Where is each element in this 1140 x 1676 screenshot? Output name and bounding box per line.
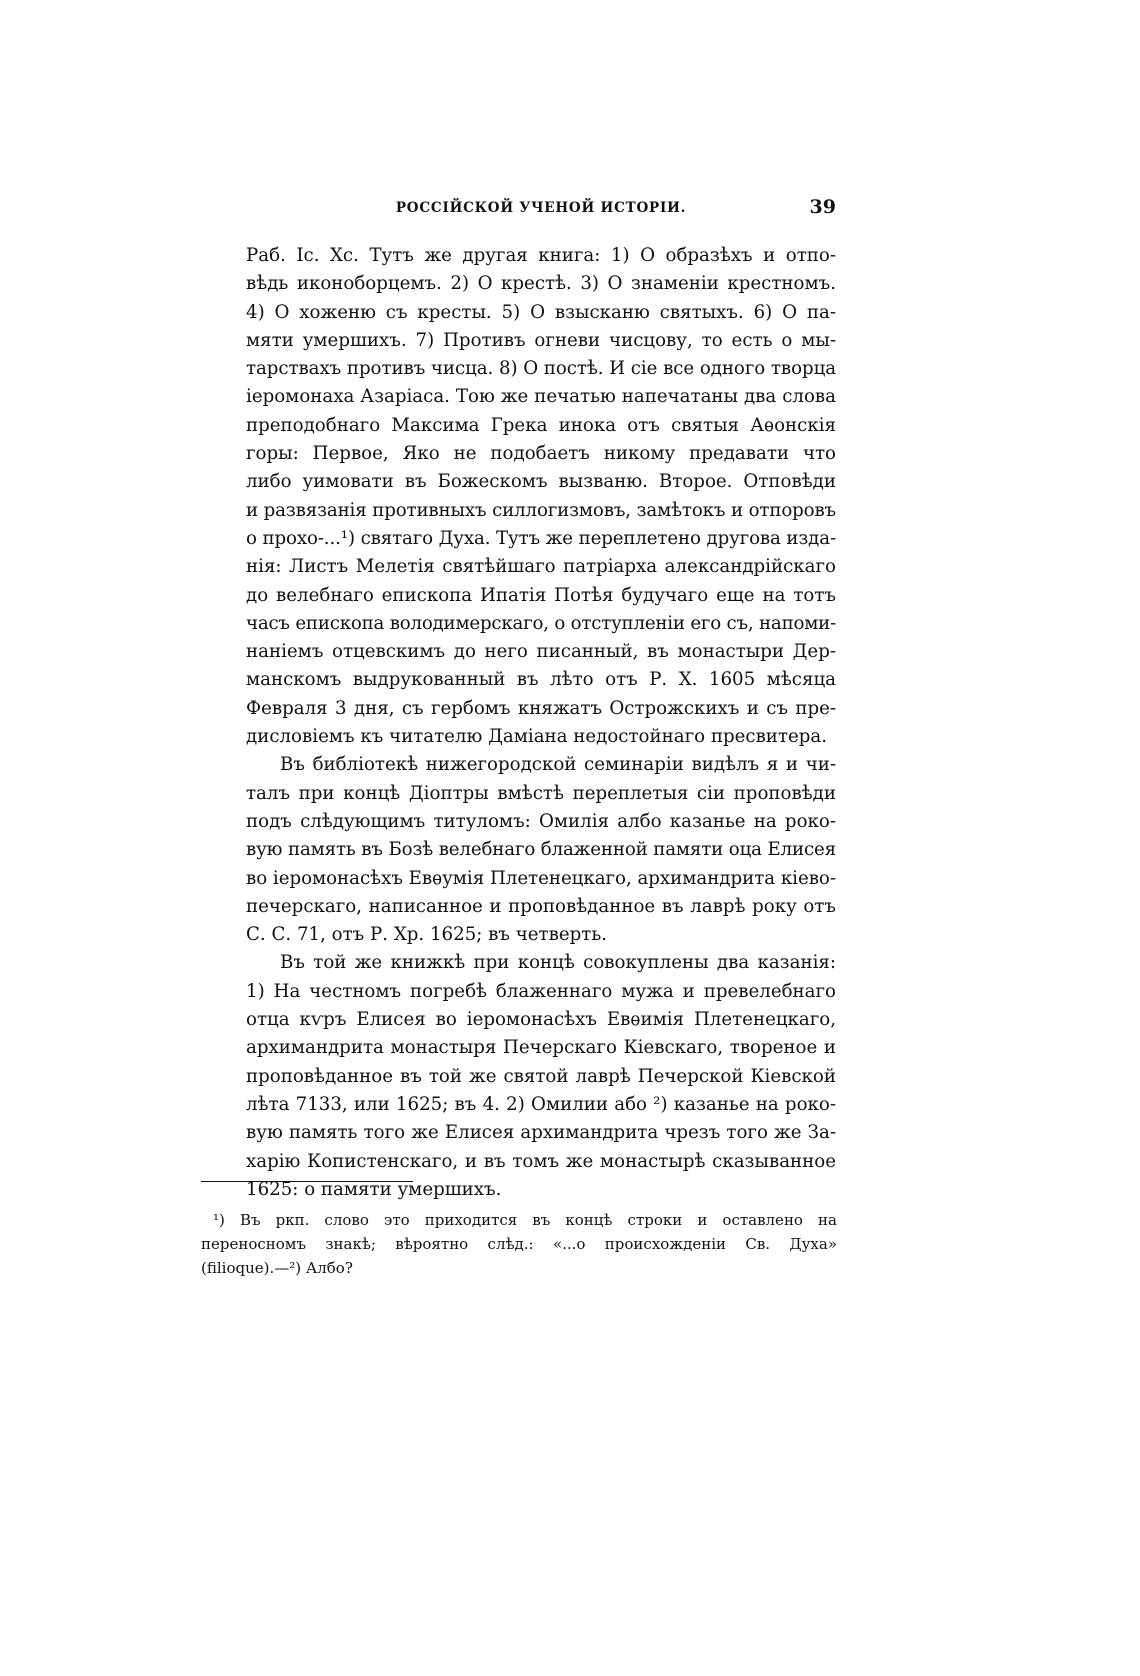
text-line: о прохо-...¹) святаго Духа. Тутъ же переплетено другова изда- xyxy=(246,527,836,549)
footnote-line: переносномъ знакѣ; вѣроятно слѣд.: «...о происхожденіи Св. Духа» xyxy=(201,1235,837,1253)
text-line: архимандрита монастыря Печерскаго Кіевскаго, твореное и xyxy=(246,1037,836,1059)
text-line: Раб. Іс. Хс. Тутъ же другая книга: 1) О образѣхъ и отпо- xyxy=(246,245,836,266)
running-title: РОССІЙСКОЙ УЧЕНОЙ ИСТОРІИ. xyxy=(395,200,687,216)
text-line: Февраля 3 дня, съ гербомъ княжатъ Острожскихъ и съ пре- xyxy=(246,697,836,719)
page-number: 39 xyxy=(809,196,836,218)
text-line: преподобнаго Максима Грека инока отъ святыя Аѳонскія xyxy=(246,414,836,436)
text-line: 1) На честномъ погребѣ блаженнаго мужа и превелебнаго xyxy=(246,980,836,1002)
text-line: мяти умершихъ. 7) Противъ огневи чисцову, то есть о мы- xyxy=(246,329,836,351)
text-line: дисловіемъ къ читателю Даміана недостойнаго пресвитера. xyxy=(246,726,828,748)
text-line: во іеромонасѣхъ Евѳумія Плетенецкаго, архимандрита кіево- xyxy=(246,867,836,889)
text-line: либо уимовати въ Божескомъ вызваню. Второе. Отповѣди xyxy=(246,471,836,493)
text-line: 4) О хоженю съ кресты. 5) О взысканю святыхъ. 6) О па- xyxy=(246,301,836,323)
text-line: до велебнаго епископа Ипатія Потѣя будучаго еще на тотъ xyxy=(246,584,836,606)
footnote-line: ¹) Въ ркп. слово это приходится въ концѣ строки и оставлено на xyxy=(213,1211,837,1229)
text-line: и развязанія противныхъ силлогизмовъ, замѣтокъ и отпоровъ xyxy=(246,499,836,521)
text-line: харію Копистенскаго, и въ томъ же монастырѣ сказыванное xyxy=(246,1150,836,1172)
body-text xyxy=(246,242,836,1204)
text-line: лѣта 7133, или 1625; въ 4. 2) Омилии або ²) казанье на роко- xyxy=(246,1093,836,1115)
text-line: талъ при концѣ Діоптры вмѣстѣ переплетыя сіи проповѣди xyxy=(246,782,836,804)
text-line: вую память того же Елисея архимандрита чрезъ того же За- xyxy=(246,1122,836,1144)
text-line: наніемъ отцевскимъ до него писанный, въ монастыри Дер- xyxy=(246,641,836,663)
text-line: подъ слѣдующимъ титуломъ: Омилія албо казанье на роко- xyxy=(246,810,836,832)
text-line: Въ библіотекѣ нижегородской семинаріи видѣлъ я и чи- xyxy=(280,754,836,776)
footnote-line: (filioque).—²) Албо? xyxy=(201,1259,353,1277)
text-line: печерскаго, написанное и проповѣданное въ лаврѣ року отъ xyxy=(246,895,836,917)
text-line: вую память въ Бозѣ велебнаго блаженной памяти оца Елисея xyxy=(246,839,836,861)
running-head xyxy=(246,196,836,230)
text-line: манскомъ выдрукованный въ лѣто отъ Р. Х. 1605 мѣсяца xyxy=(246,669,836,691)
text-line: іеромонаха Азаріаса. Тою же печатью напечатаны два слова xyxy=(246,386,836,408)
text-line: 1625: о памяти умершихъ. xyxy=(246,1178,502,1200)
text-line: нія: Листъ Мелетія святѣйшаго патріарха александрійскаго xyxy=(246,556,836,578)
text-line: вѣдь иконоборцемъ. 2) О крестѣ. 3) О знаменіи крестномъ. xyxy=(246,273,836,295)
text-line: Въ той же книжкѣ при концѣ совокуплены два казанія: xyxy=(280,952,836,974)
footnotes xyxy=(201,1208,837,1280)
footnote-rule xyxy=(201,1181,413,1182)
text-line: горы: Первое, Яко не подобаетъ никому предавати что xyxy=(246,443,836,465)
text-line: тарствахъ противъ чисца. 8) О постѣ. И сіе все одного творца xyxy=(246,358,836,380)
text-line: часъ епископа володимерскаго, о отступленіи его съ, напоми- xyxy=(246,612,836,634)
text-line: проповѣданное въ той же святой лаврѣ Печерской Кіевской xyxy=(246,1065,836,1087)
text-line: отца кѵръ Елисея во іеромонасѣхъ Евѳимія Плетенецкаго, xyxy=(246,1009,836,1031)
text-line: С. С. 71, отъ Р. Хр. 1625; въ четверть. xyxy=(246,924,608,946)
